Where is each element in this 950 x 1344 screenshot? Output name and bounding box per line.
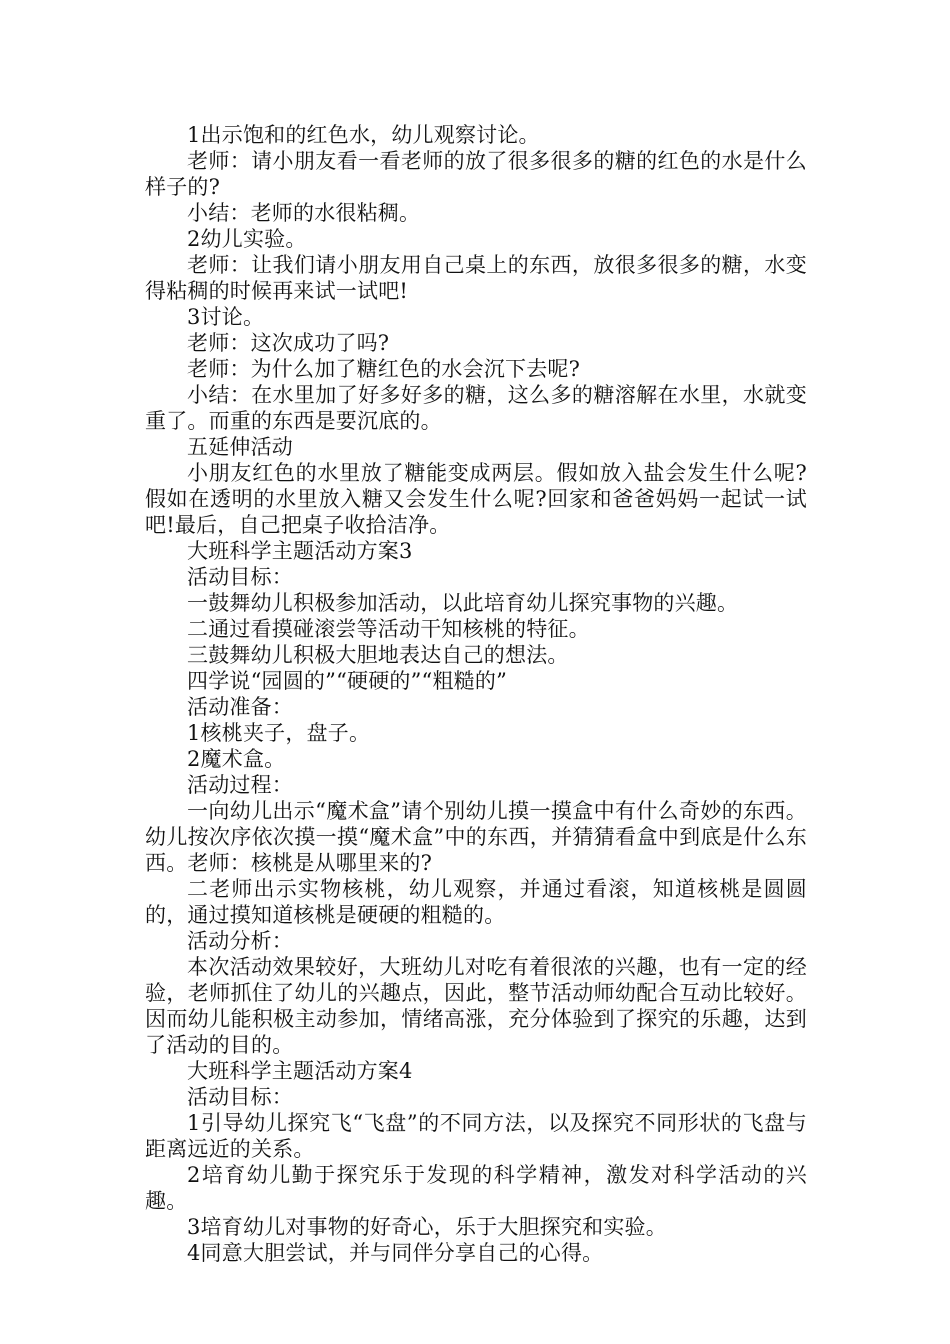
paragraph: 小结：老师的水很粘稠。 <box>187 201 421 225</box>
paragraph: 二通过看摸碰滚尝等活动干知核桃的特征。 <box>187 617 590 641</box>
paragraph: 3培育幼儿对事物的好奇心，乐于大胆探究和实验。 <box>187 1215 667 1239</box>
section-heading: 活动过程： <box>187 773 293 797</box>
paragraph: 1出示饱和的红色水，幼儿观察讨论。 <box>187 123 540 147</box>
paragraph: 老师：为什么加了糖红色的水会沉下去呢? <box>187 357 581 381</box>
section-heading: 大班科学主题活动方案3 <box>187 539 413 563</box>
paragraph: 4同意大胆尝试，并与同伴分享自己的心得。 <box>187 1241 604 1265</box>
document-body <box>145 122 807 1266</box>
paragraph: 老师：让我们请小朋友用自己桌上的东西，放很多很多的糖，水变得粘稠的时候再来试一试吧! <box>145 253 807 303</box>
paragraph: 一向幼儿出示“魔术盒”请个别幼儿摸一摸盒中有什么奇妙的东西。幼儿按次序依次摸一摸“魔术盒”中的东西，并猜猜看盒中到底是什么东西。老师：核桃是从哪里来的? <box>145 799 807 875</box>
section-heading: 活动准备： <box>187 695 293 719</box>
paragraph: 小朋友红色的水里放了糖能变成两层。假如放入盐会发生什么呢?假如在透明的水里放入糖又会发生什么呢?回家和爸爸妈妈一起试一试吧!最后，自己把桌子收拾洁净。 <box>145 461 807 537</box>
paragraph: 本次活动效果较好，大班幼儿对吃有着很浓的兴趣，也有一定的经验，老师抓住了幼儿的兴趣点，因此，整节活动师幼配合互动比较好。因而幼儿能积极主动参加，情绪高涨，充分体验到了探究的乐趣，达到了活动的目的。 <box>145 955 807 1057</box>
paragraph: 2魔术盒。 <box>187 747 286 771</box>
paragraph: 老师：这次成功了吗? <box>187 331 390 355</box>
paragraph: 四学说“园圆的”“硬硬的”“粗糙的” <box>187 669 508 693</box>
paragraph: 老师：请小朋友看一看老师的放了很多很多的糖的红色的水是什么样子的? <box>145 149 807 199</box>
paragraph: 小结：在水里加了好多好多的糖，这么多的糖溶解在水里，水就变重了。而重的东西是要沉底的。 <box>145 383 807 433</box>
paragraph: 2培育幼儿勤于探究乐于发现的科学精神，激发对科学活动的兴趣。 <box>145 1163 807 1213</box>
section-heading: 大班科学主题活动方案4 <box>187 1059 413 1083</box>
section-heading: 活动目标： <box>187 565 293 589</box>
paragraph: 1核桃夹子，盘子。 <box>187 721 371 745</box>
paragraph: 三鼓舞幼儿积极大胆地表达自己的想法。 <box>187 643 569 667</box>
paragraph: 1引导幼儿探究飞“飞盘”的不同方法，以及探究不同形状的飞盘与距离远近的关系。 <box>145 1111 807 1161</box>
paragraph: 二老师出示实物核桃，幼儿观察，并通过看滚，知道核桃是圆圆的，通过摸知道核桃是硬硬的粗糙的。 <box>145 877 807 927</box>
paragraph: 一鼓舞幼儿积极参加活动，以此培育幼儿探究事物的兴趣。 <box>187 591 739 615</box>
paragraph: 3讨论。 <box>187 305 265 329</box>
section-heading: 活动目标： <box>187 1085 293 1109</box>
paragraph: 2幼儿实验。 <box>187 227 307 251</box>
section-heading: 五延伸活动 <box>187 435 293 459</box>
section-heading: 活动分析： <box>187 929 293 953</box>
